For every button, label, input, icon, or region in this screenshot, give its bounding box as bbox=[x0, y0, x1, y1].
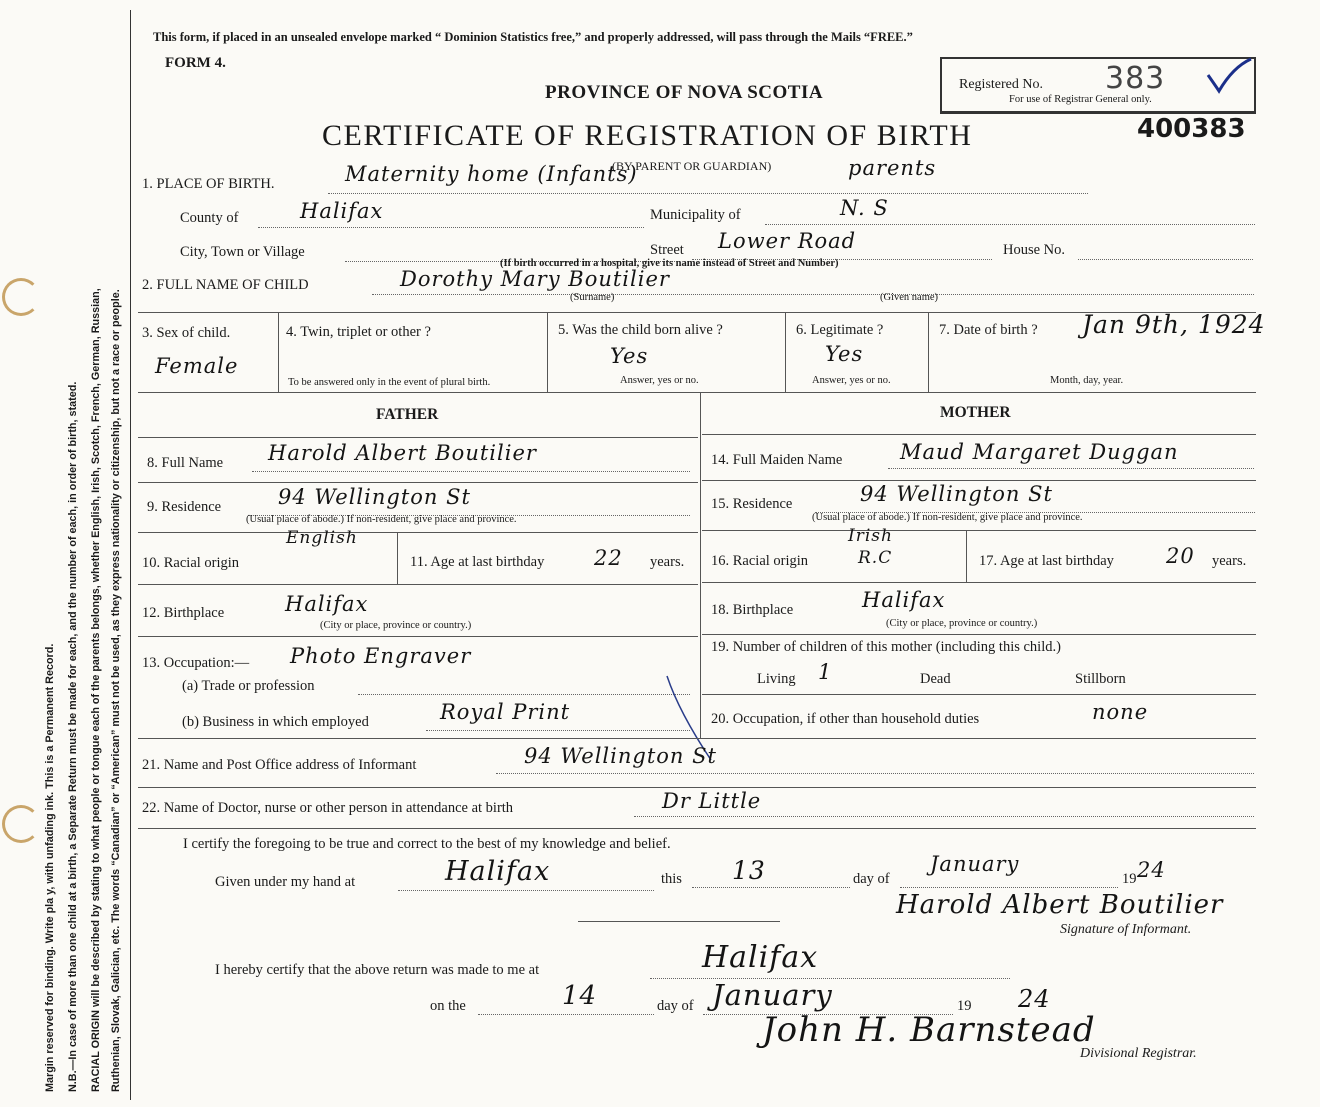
value-mother-race: Irish bbox=[848, 526, 893, 546]
label-county: County of bbox=[180, 210, 239, 226]
value-mother-residence: 94 Wellington St bbox=[860, 482, 1053, 506]
registered-year-prefix: 19 bbox=[957, 998, 972, 1014]
label-on-the: on the bbox=[430, 998, 466, 1014]
father-abode-note: (Usual place of abode.) If non-resident, give place and province. bbox=[246, 514, 517, 525]
registrar-signature: John H. Barnstead bbox=[762, 1010, 1096, 1050]
label-hereby-certify: I hereby certify that the above return was made to me at bbox=[215, 962, 540, 978]
value-father-age: 22 bbox=[594, 546, 623, 570]
value-registered-day: 14 bbox=[562, 981, 598, 1011]
margin-nb-note: N.B.—In case of more than one child at a birth, a Separate Return must be made for each, and the number of each, in order of birth, stated. bbox=[67, 381, 79, 1092]
label-this: this bbox=[661, 871, 682, 887]
label-informant: 21. Name and Post Office address of Informant bbox=[142, 757, 417, 773]
value-father-occupation: Photo Engraver bbox=[290, 644, 472, 668]
label-house-no: House No. bbox=[1003, 242, 1066, 258]
value-registered-year: 24 bbox=[1018, 985, 1051, 1013]
registration-stamp: 400383 bbox=[1137, 114, 1246, 144]
label-divisional-registrar: Divisional Registrar. bbox=[1080, 1046, 1197, 1061]
value-father-name: Harold Albert Boutilier bbox=[268, 441, 537, 465]
label-twin: 4. Twin, triplet or other ? bbox=[286, 324, 431, 340]
label-mother-race: 16. Racial origin bbox=[711, 553, 809, 569]
label-dead: Dead bbox=[920, 671, 951, 687]
value-mother-name: Maud Margaret Duggan bbox=[900, 440, 1179, 464]
value-father-race: English bbox=[286, 528, 358, 548]
form-number: FORM 4. bbox=[165, 55, 226, 71]
label-business: (b) Business in which employed bbox=[182, 714, 369, 730]
punch-hole-top bbox=[2, 278, 40, 316]
label-trade: (a) Trade or profession bbox=[182, 678, 315, 694]
mother-birthplace-note: (City or place, province or country.) bbox=[886, 618, 1038, 629]
label-stillborn: Stillborn bbox=[1075, 671, 1126, 687]
informant-signature: Harold Albert Boutilier bbox=[896, 890, 1224, 920]
label-sex: 3. Sex of child. bbox=[142, 325, 231, 341]
check-mark-icon bbox=[1205, 57, 1255, 95]
label-place-of-birth: 1. PLACE OF BIRTH. bbox=[142, 176, 275, 192]
label-legitimate: 6. Legitimate ? bbox=[796, 322, 884, 338]
label-father-residence: 9. Residence bbox=[147, 499, 222, 515]
value-registered-at: Halifax bbox=[702, 940, 819, 975]
father-birthplace-note: (City or place, province or country.) bbox=[320, 620, 472, 631]
label-date-of-birth: 7. Date of birth ? bbox=[939, 322, 1038, 338]
label-mother-birthplace: 18. Birthplace bbox=[711, 602, 794, 618]
label-city: City, Town or Village bbox=[180, 244, 305, 260]
value-registered-month: January bbox=[712, 978, 833, 1012]
value-living: 1 bbox=[818, 660, 833, 684]
label-signature-informant: Signature of Informant. bbox=[1060, 922, 1192, 937]
label-father-age: 11. Age at last birthday bbox=[410, 554, 545, 570]
value-mother-age: 20 bbox=[1166, 544, 1195, 568]
margin-racial-note-2: Ruthenian, Slovak, Galician, etc. The words “Canadian” or “American” must not be used, as they express nationality or citizenship, but not a race or people. bbox=[110, 289, 122, 1092]
value-doctor: Dr Little bbox=[662, 789, 762, 813]
label-father-name: 8. Full Name bbox=[147, 455, 224, 471]
value-given-at: Halifax bbox=[445, 856, 551, 887]
mother-heading: MOTHER bbox=[940, 404, 1011, 421]
label-mother-age: 17. Age at last birthday bbox=[979, 553, 1114, 569]
twin-note: To be answered only in the event of plural birth. bbox=[288, 377, 491, 388]
binding-margin bbox=[0, 0, 130, 1107]
label-father-birthplace: 12. Birthplace bbox=[142, 605, 225, 621]
born-alive-note: Answer, yes or no. bbox=[620, 375, 699, 386]
legitimate-note: Answer, yes or no. bbox=[812, 375, 891, 386]
margin-racial-note-1: RACIAL ORIGIN will be described by stating to what people or tongue each of the parents belongs, whether English, Irish, Scotch, French, German, Russian, bbox=[90, 288, 102, 1092]
label-father-occupation: 13. Occupation:— bbox=[142, 655, 250, 671]
surname-note: (Surname) bbox=[570, 292, 615, 303]
value-parents: parents bbox=[848, 156, 937, 180]
value-father-business: Royal Print bbox=[440, 700, 571, 724]
notice-top: This form, if placed in an unsealed envelope marked “ Dominion Statistics free,” and properly addressed, will pass through the Mails “FREE.” bbox=[153, 30, 913, 44]
punch-hole-bottom bbox=[2, 805, 40, 843]
value-street: Lower Road bbox=[718, 229, 857, 253]
value-legitimate: Yes bbox=[825, 342, 864, 366]
certify-statement: I certify the foregoing to be true and correct to the best of my knowledge and belief. bbox=[183, 836, 671, 852]
document-subtitle: (BY PARENT OR GUARDIAN) bbox=[612, 159, 772, 173]
label-child-name: 2. FULL NAME OF CHILD bbox=[142, 277, 309, 293]
value-given-year: 24 bbox=[1137, 858, 1166, 882]
label-given-at: Given under my hand at bbox=[215, 874, 356, 890]
given-name-note: (Given name) bbox=[880, 292, 939, 303]
value-given-day: 13 bbox=[732, 856, 766, 885]
label-day-of: day of bbox=[853, 871, 890, 887]
document-title: CERTIFICATE OF REGISTRATION OF BIRTH bbox=[322, 119, 973, 152]
registered-note: For use of Registrar General only. bbox=[1009, 94, 1152, 105]
label-doctor: 22. Name of Doctor, nurse or other person in attendance at birth bbox=[142, 800, 514, 816]
value-given-month: January bbox=[930, 852, 1020, 876]
label-municipality: Municipality of bbox=[650, 207, 741, 223]
registered-number: 383 bbox=[1105, 61, 1166, 96]
mother-abode-note: (Usual place of abode.) If non-resident, give place and province. bbox=[812, 512, 1083, 523]
value-born-alive: Yes bbox=[610, 344, 649, 368]
margin-binding-note: Margin reserved for binding. Write pla​ y, with unfading ink. This is a Permanent Record. bbox=[44, 643, 56, 1092]
father-heading: FATHER bbox=[376, 406, 439, 423]
label-born-alive: 5. Was the child born alive ? bbox=[558, 322, 723, 338]
father-years: years. bbox=[650, 554, 685, 570]
value-mother-race-note: R.C bbox=[858, 548, 893, 568]
value-informant-address: 94 Wellington St bbox=[524, 744, 717, 768]
province-heading: PROVINCE OF NOVA SCOTIA bbox=[545, 82, 824, 103]
label-day-of-2: day of bbox=[657, 998, 694, 1014]
label-children-count: 19. Number of children of this mother (including this child.) bbox=[711, 639, 1061, 655]
value-father-residence: 94 Wellington St bbox=[278, 485, 471, 509]
value-mother-birthplace: Halifax bbox=[862, 588, 946, 612]
date-of-birth-note: Month, day, year. bbox=[1050, 375, 1124, 386]
label-mother-name: 14. Full Maiden Name bbox=[711, 452, 843, 468]
value-father-birthplace: Halifax bbox=[285, 592, 369, 616]
margin-rule bbox=[130, 10, 131, 1100]
given-year-prefix: 19 bbox=[1122, 871, 1137, 887]
value-place-of-birth: Maternity home (Infants) bbox=[345, 162, 638, 186]
registered-label: Registered No. bbox=[959, 77, 1043, 92]
label-mother-occupation: 20. Occupation, if other than household duties bbox=[711, 711, 980, 727]
value-municipality: N. S bbox=[840, 196, 889, 220]
value-county: Halifax bbox=[300, 199, 384, 223]
label-living: Living bbox=[757, 671, 796, 687]
hospital-note: (If birth occurred in a hospital, give its name instead of Street and Number) bbox=[500, 258, 839, 269]
value-mother-occupation: none bbox=[1092, 700, 1149, 724]
value-child-name: Dorothy Mary Boutilier bbox=[400, 267, 670, 291]
label-street: Street bbox=[650, 242, 684, 258]
label-father-race: 10. Racial origin bbox=[142, 555, 240, 571]
value-sex: Female bbox=[155, 354, 239, 378]
label-mother-residence: 15. Residence bbox=[711, 496, 793, 512]
mother-years: years. bbox=[1212, 553, 1247, 569]
value-date-of-birth: Jan 9th, 1924 bbox=[1082, 310, 1266, 339]
